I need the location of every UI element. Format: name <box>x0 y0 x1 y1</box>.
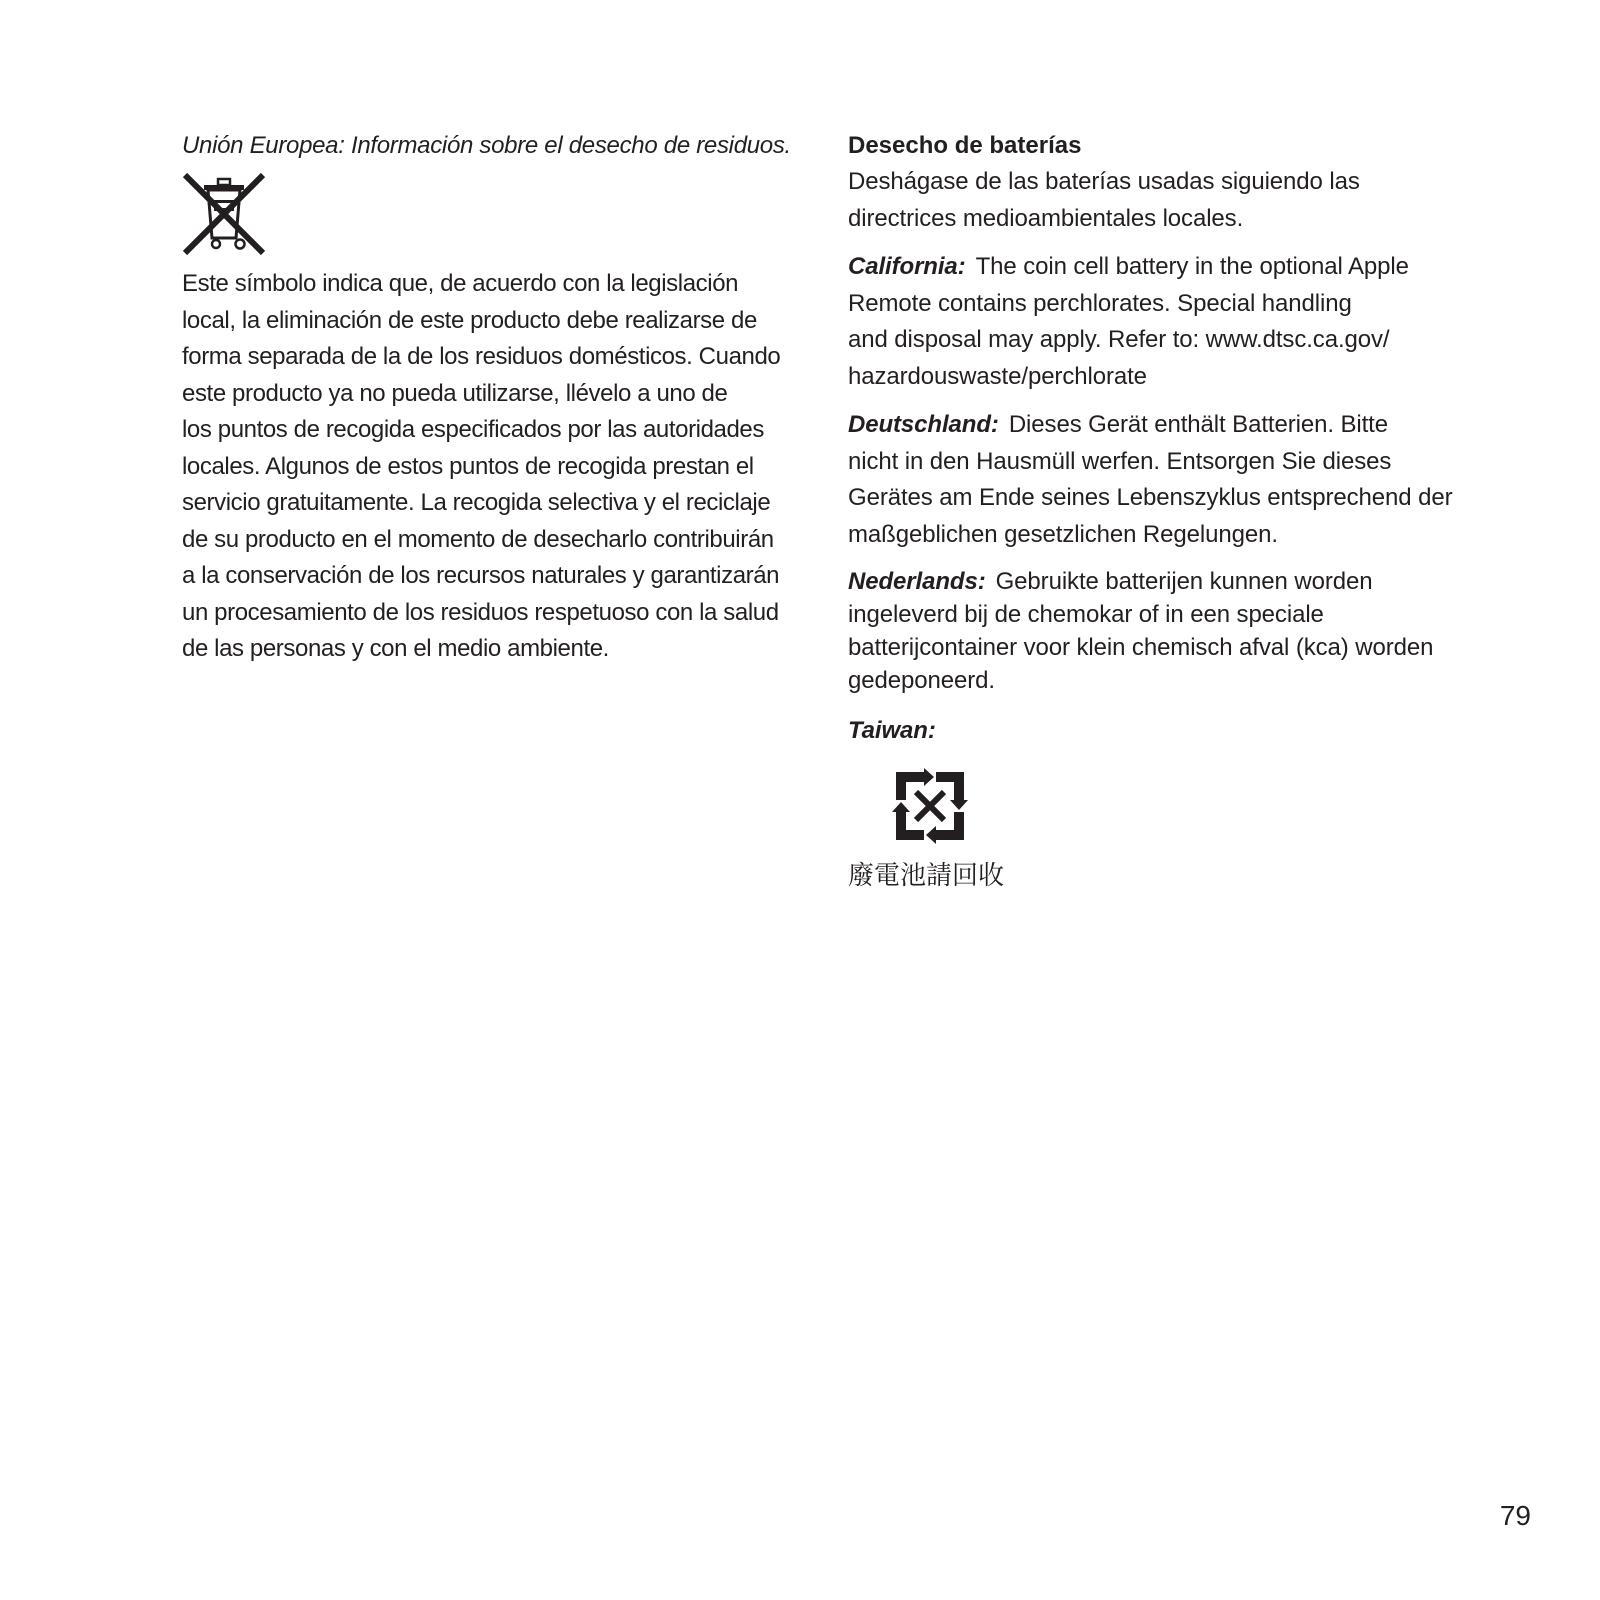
text-line: locales. Algunos de estos puntos de recogida prestan el <box>182 452 754 480</box>
text-line: Deshágase de las baterías usadas siguiendo las <box>848 168 1360 195</box>
text-line <box>848 565 1488 598</box>
text-line: and disposal may apply. Refer to: www.dtsc.ca.gov/ <box>848 326 1390 353</box>
text-line: batterijcontainer voor klein chemisch afval (kca) worden <box>848 634 1434 661</box>
taiwan-section <box>848 713 1488 750</box>
text-span: Dieses Gerät enthält Batterien. Bitte <box>1008 411 1388 438</box>
left-column <box>182 128 817 668</box>
text-line: Remote contains perchlorates. Special handling <box>848 289 1352 317</box>
california-paragraph <box>848 249 1488 395</box>
text-line: este producto ya no pueda utilizarse, llévelo a uno de <box>182 379 728 407</box>
text-line: Este símbolo indica que, de acuerdo con la legislación <box>182 270 739 297</box>
text-line: maßgeblichen gesetzlichen Regelungen. <box>848 520 1278 548</box>
text-line: local, la eliminación de este producto debe realizarse de <box>182 306 757 334</box>
battery-disposal-heading: Desecho de baterías <box>848 132 1082 159</box>
taiwan-recycle-text: 廢電池請回收 <box>848 860 1005 891</box>
text-line: directrices medioambientales locales. <box>848 204 1244 232</box>
weee-crossed-bin-icon <box>182 172 266 256</box>
text-span: The coin cell battery in the optional Apple <box>975 253 1409 280</box>
eu-waste-heading: Unión Europea: Información sobre el desecho de residuos. <box>182 132 791 159</box>
text-line: Gerätes am Ende seines Lebenszyklus entsprechend der <box>848 484 1453 511</box>
battery-intro-paragraph <box>848 164 1488 237</box>
text-line <box>848 249 1488 286</box>
text-line: a la conservación de los recursos naturales y garantizarán <box>182 562 780 589</box>
right-column <box>848 128 1488 894</box>
text-span: Gebruikte batterijen kunnen worden <box>995 568 1373 595</box>
taiwan-label: Taiwan: <box>848 717 936 744</box>
text-line: hazardouswaste/perchlorate <box>848 362 1147 390</box>
text-line: forma separada de la de los residuos domésticos. Cuando <box>182 343 781 370</box>
deutschland-label: Deutschland: <box>848 411 999 438</box>
text-line: ingeleverd bij de chemokar of in een speciale <box>848 601 1324 628</box>
california-label: California: <box>848 253 966 280</box>
page-number: 79 <box>1499 1500 1531 1531</box>
text-line: nicht in den Hausmüll werfen. Entsorgen Sie dieses <box>848 447 1392 475</box>
text-line: un procesamiento de los residuos respetuoso con la salud <box>182 598 779 626</box>
eu-waste-paragraph <box>182 266 822 668</box>
text-line: los puntos de recogida especificados por las autoridades <box>182 416 764 443</box>
nederlands-label: Nederlands: <box>848 568 986 595</box>
deutschland-paragraph <box>848 407 1488 553</box>
text-line <box>848 407 1488 444</box>
nederlands-paragraph <box>848 565 1488 697</box>
text-line: de las personas y con el medio ambiente. <box>182 635 609 662</box>
text-line: de su producto en el momento de desecharlo contribuirán <box>182 525 774 553</box>
text-line: gedeponeerd. <box>848 667 995 694</box>
taiwan-battery-recycling-icon <box>892 768 968 844</box>
text-line: servicio gratuitamente. La recogida selectiva y el reciclaje <box>182 489 771 516</box>
